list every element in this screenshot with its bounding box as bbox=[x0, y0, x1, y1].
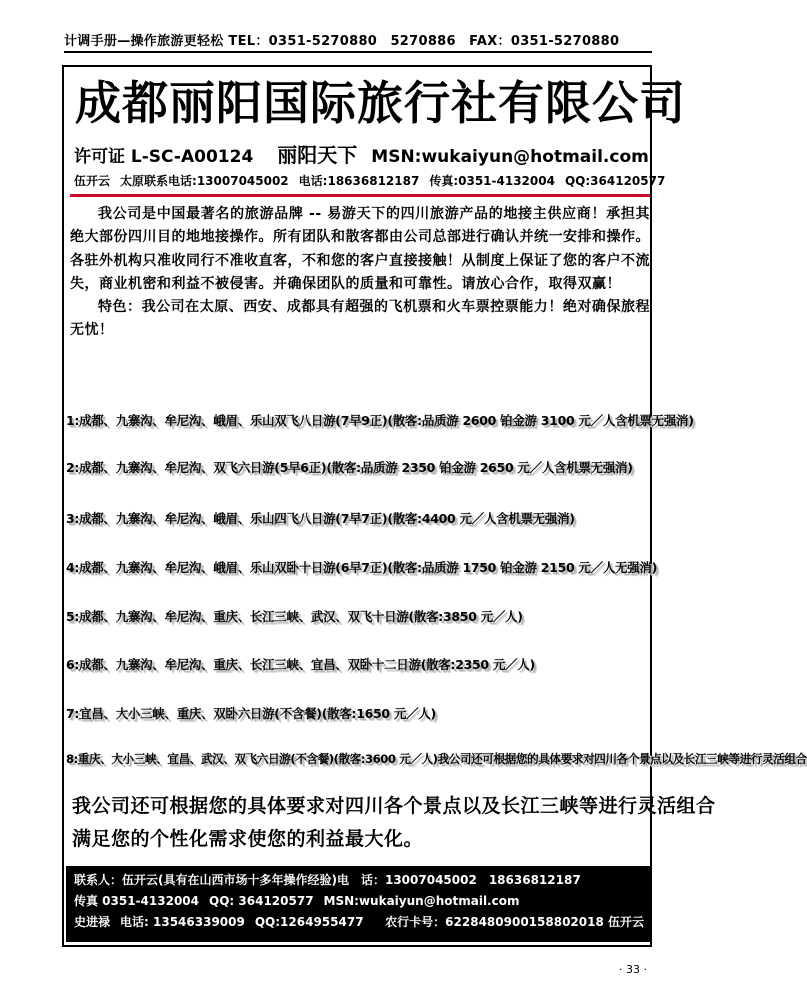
contact-box-line bbox=[74, 891, 644, 912]
secondary-contact-phone: 电话: 13546339009 bbox=[120, 915, 245, 929]
route-item: 8:重庆、大小三峡、宜昌、武汉、双飞六日游(不含餐)(散客:3600 元／人)我公司还可根据您的具体要求对四川各个景点以及长江三峡等进行灵活组合 bbox=[66, 752, 807, 766]
fax: 传真:0351-4132004 bbox=[429, 174, 555, 188]
secondary-contact-qq: QQ:1264955477 bbox=[254, 915, 364, 929]
qq: QQ:364120577 bbox=[564, 174, 666, 188]
feature-paragraph: 特色：我公司在太原、西安、成都具有超强的飞机票和火车票控票能力！绝对确保旅程无忧！ bbox=[70, 299, 650, 339]
route-item: 6:成都、九寨沟、牟尼沟、重庆、长江三峡、宜昌、双卧十二日游(散客:2350 元／人) bbox=[66, 657, 535, 672]
route-item: 5:成都、九寨沟、牟尼沟、重庆、长江三峡、武汉、双飞十日游(散客:3850 元／人) bbox=[66, 609, 523, 624]
intro-paragraph: 我公司是中国最著名的旅游品牌 -- 易游天下的四川旅游产品的地接主供应商！承担其绝大部份四川目的地地接操作。所有团队和散客都由公司总部进行确认并统一安排和操作。各驻外机构只准收同行不准收直客，不和您的客户直接接触！从制度上保证了您的客户不流失，商业机密和利益不被侵害。并确保团队的质量和可靠性。请放心合作，取得双赢！ bbox=[70, 206, 650, 292]
route-item: 1:成都、九寨沟、牟尼沟、峨眉、乐山双飞八日游(7早9正)(散客:品质游 2600 铂金游 3100 元／人含机票无强消) bbox=[66, 413, 694, 428]
contact-msn: MSN:wukaiyun@hotmail.com bbox=[323, 894, 520, 908]
bank-card: 农行卡号：6228480900158802018 伍开云 bbox=[385, 915, 644, 929]
contact-primary: 联系人：伍开云(具有在山西市场十多年操作经验)电 话：13007045002 18636812187 bbox=[74, 873, 581, 887]
contact-box-line bbox=[74, 912, 644, 933]
license-row bbox=[74, 142, 654, 170]
flex-note-line: 满足您的个性化需求使您的利益最大化。 bbox=[72, 828, 424, 850]
page-number: · 33 · bbox=[619, 963, 647, 976]
msn-address: MSN:wukaiyun@hotmail.com bbox=[371, 147, 649, 167]
taiyuan-phone: 太原联系电话:13007045002 bbox=[120, 174, 289, 188]
contact-person: 伍开云 bbox=[74, 174, 111, 188]
flex-note-line: 我公司还可根据您的具体要求对四川各个景点以及长江三峡等进行灵活组合 bbox=[72, 795, 716, 817]
route-item: 4:成都、九寨沟、牟尼沟、峨眉、乐山双卧十日游(6早7正)(散客:品质游 1750 铂金游 2150 元／人无强消) bbox=[66, 560, 658, 575]
phone: 电话:18636812187 bbox=[298, 174, 420, 188]
route-item: 2:成都、九寨沟、牟尼沟、双飞六日游(5早6正)(散客:品质游 2350 铂金游 2650 元／人含机票无强消) bbox=[66, 460, 633, 475]
contact-box bbox=[66, 866, 652, 942]
contact-qq: QQ: 364120577 bbox=[209, 894, 314, 908]
intro-text bbox=[70, 203, 650, 343]
red-divider bbox=[70, 194, 650, 197]
contact-row bbox=[74, 172, 664, 190]
route-item: 3:成都、九寨沟、牟尼沟、峨眉、乐山四飞八日游(7早7正)(散客:4400 元／人含机票无强消) bbox=[66, 511, 575, 526]
secondary-contact-person: 史进禄 bbox=[74, 915, 111, 929]
brand-name: 丽阳天下 bbox=[277, 143, 358, 167]
running-header: 计调手册—操作旅游更轻松 TEL：0351-5270880 5270886 FAX：0351-5270880 bbox=[64, 30, 652, 53]
flexible-combination-note bbox=[72, 790, 716, 856]
contact-fax: 传真 0351-4132004 bbox=[74, 894, 200, 908]
company-name: 成都丽阳国际旅行社有限公司 bbox=[75, 76, 686, 130]
contact-box-line bbox=[74, 870, 644, 891]
license-number: 许可证 L-SC-A00124 bbox=[74, 147, 254, 167]
route-item: 7:宜昌、大小三峡、重庆、双卧六日游(不含餐)(散客:1650 元／人) bbox=[66, 706, 436, 721]
